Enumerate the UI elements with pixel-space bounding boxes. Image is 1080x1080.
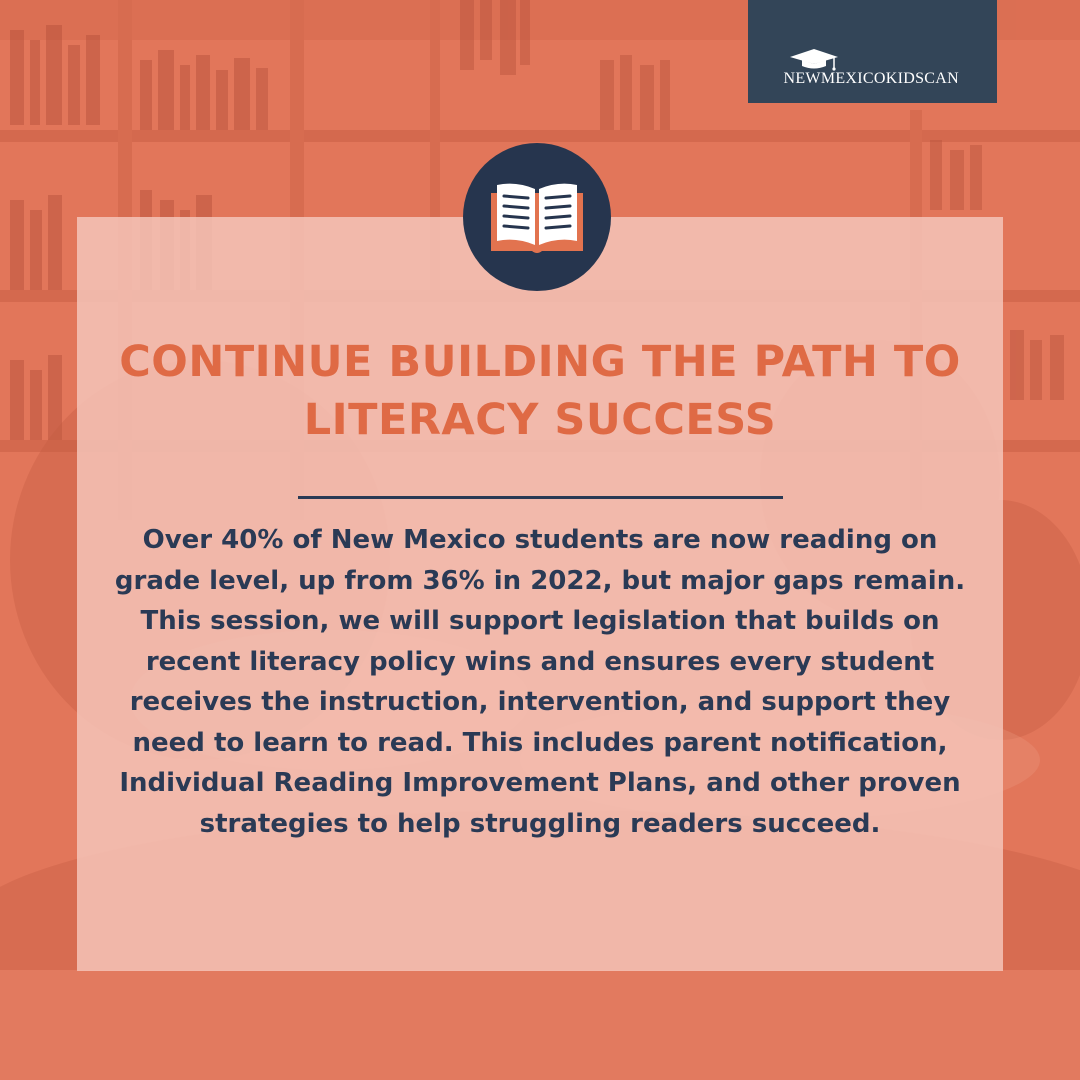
logo-wordmark: NEWMEXICOKIDSCAN	[783, 69, 959, 87]
headline: CONTINUE BUILDING THE PATH TO LITERACY SUCCESS	[119, 337, 961, 445]
body-paragraph: Over 40% of New Mexico students are now reading on grade level, up from 36% in 2022, but major gaps remain. This session, we will support legislation that builds on recent literacy policy wins and ensures every student receives the instruction, intervention, and support they need to learn to read. This includes parent notification, Individual Reading Improvement Plans, and other proven strategies to help struggling readers succeed.	[114, 525, 966, 839]
divider-line	[298, 496, 783, 499]
book-badge	[463, 143, 611, 291]
logo-lockup	[768, 22, 978, 87]
graduation-cap-icon	[788, 48, 840, 72]
open-book-icon	[488, 179, 586, 255]
brand-logo	[748, 0, 997, 103]
